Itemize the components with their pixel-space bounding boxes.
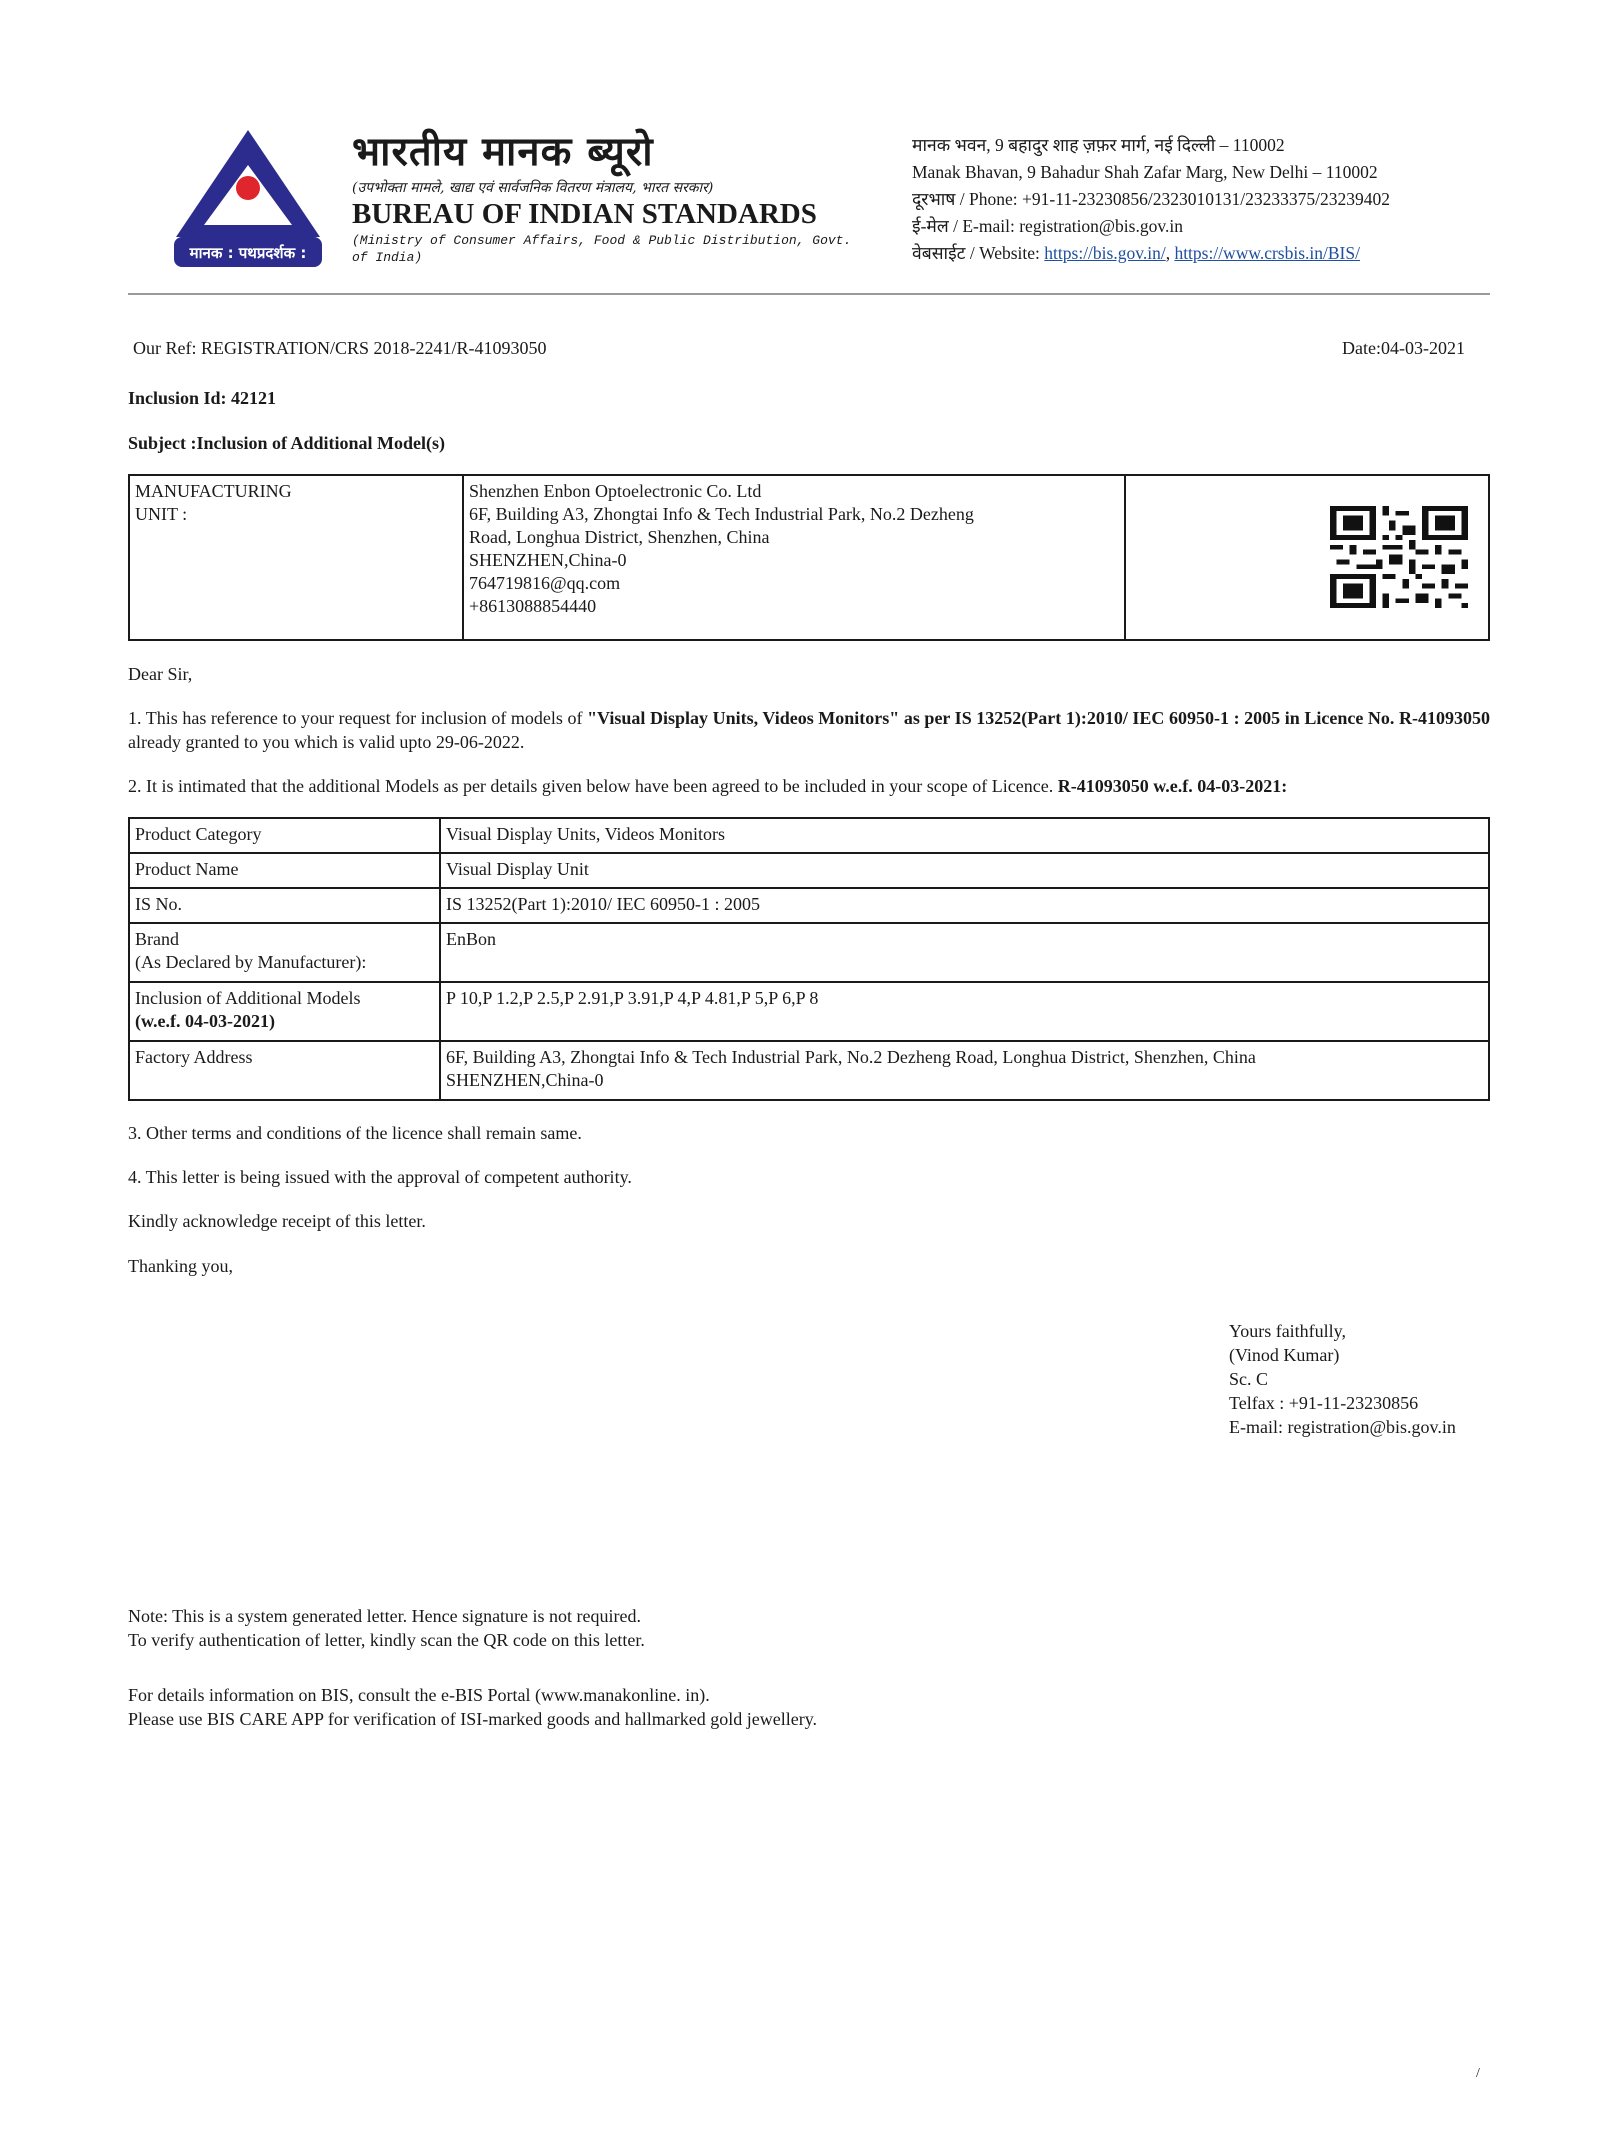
ministry-hindi: (उपभोक्ता मामले, खाद्य एवं सार्वजनिक वितरण मंत्रालय, भारत सरकार) bbox=[352, 180, 714, 196]
signatory-designation: Sc. C bbox=[1229, 1369, 1269, 1389]
manufacturing-unit-label bbox=[129, 475, 463, 640]
ministry-name: (Ministry of Consumer Affairs, Food & Public Distribution, Govt. of India) bbox=[352, 233, 852, 265]
signatory-telfax: Telfax : +91-11-23230856 bbox=[1229, 1393, 1419, 1413]
row-value: P 10,P 1.2,P 2.5,P 2.91,P 3.91,P 4,P 4.81,P 5,P 6,P 8 bbox=[440, 982, 1489, 1041]
row-label: Product Name bbox=[129, 853, 440, 888]
inclusion-id: Inclusion Id: 42121 bbox=[128, 388, 277, 408]
email-label: ई-मेल / E-mail: bbox=[912, 216, 1020, 236]
paragraph-2 bbox=[128, 774, 1508, 798]
label-line: MANUFACTURING bbox=[135, 481, 292, 501]
page-mark: / bbox=[1476, 2066, 1480, 2081]
paragraph-1-text-end: already granted to you which is valid upto 29-06-2022. bbox=[128, 732, 525, 752]
manufacturing-unit-table bbox=[128, 474, 1490, 641]
subject-line: Subject :Inclusion of Additional Model(s) bbox=[128, 433, 446, 453]
signatory-name: (Vinod Kumar) bbox=[1229, 1345, 1340, 1365]
note-line: Note: This is a system generated letter. Hence signature is not required. bbox=[128, 1606, 642, 1626]
closing: Yours faithfully, bbox=[1229, 1321, 1347, 1341]
website-link-bis[interactable]: https://bis.gov.in/ bbox=[1044, 243, 1166, 263]
address-line: 6F, Building A3, Zhongtai Info & Tech Industrial Park, No.2 Dezheng bbox=[469, 504, 974, 524]
table-row bbox=[129, 818, 1489, 853]
signature-block bbox=[1229, 1319, 1456, 1439]
note-line: To verify authentication of letter, kindly scan the QR code on this letter. bbox=[128, 1630, 645, 1650]
product-details-table bbox=[128, 817, 1490, 1101]
phone-number: +91-11-23230856/2323010131/23233375/23239402 bbox=[1022, 189, 1390, 209]
label-line: UNIT : bbox=[135, 504, 188, 524]
paragraph-1-text: 1. This has reference to your request for inclusion of models of bbox=[128, 708, 588, 728]
info-block bbox=[128, 1683, 817, 1731]
website-line bbox=[912, 240, 1390, 267]
logo-text: मानक : पथप्रदर्शक : bbox=[189, 244, 307, 262]
acknowledge-line: Kindly acknowledge receipt of this letter. bbox=[128, 1211, 426, 1231]
org-name: BUREAU OF INDIAN STANDARDS bbox=[352, 198, 817, 230]
table-row bbox=[129, 853, 1489, 888]
info-line: Please use BIS CARE APP for verification of ISI-marked goods and hallmarked gold jewellery. bbox=[128, 1709, 818, 1729]
row-value: EnBon bbox=[440, 923, 1489, 982]
table-row bbox=[129, 982, 1489, 1041]
paragraph-1 bbox=[128, 706, 1490, 754]
value-line: 6F, Building A3, Zhongtai Info & Tech Industrial Park, No.2 Dezheng Road, Longhua District, Shenzhen, China bbox=[446, 1047, 1256, 1067]
bis-logo bbox=[170, 125, 326, 270]
label-line: (w.e.f. 04-03-2021) bbox=[135, 1011, 275, 1031]
paragraph-2-text: 2. It is intimated that the additional Models as per details given below have been agreed to be included in your scope of Licence. bbox=[128, 776, 1058, 796]
paragraph-2-bold: R-41093050 w.e.f. 04-03-2021: bbox=[1057, 776, 1288, 796]
org-name-hindi: भारतीय मानक ब्यूरो bbox=[352, 128, 654, 175]
row-value: IS 13252(Part 1):2010/ IEC 60950-1 : 2005 bbox=[440, 888, 1489, 923]
company-email: 764719816@qq.com bbox=[469, 573, 621, 593]
row-label bbox=[129, 982, 440, 1041]
reference-number: Our Ref: REGISTRATION/CRS 2018-2241/R-41093050 bbox=[133, 338, 547, 358]
value-line: SHENZHEN,China-0 bbox=[446, 1070, 604, 1090]
header-divider bbox=[128, 293, 1490, 295]
company-phone: +8613088854440 bbox=[469, 596, 597, 616]
manufacturing-unit-details bbox=[463, 475, 1125, 640]
email-address: registration@bis.gov.in bbox=[1019, 216, 1183, 236]
contact-block bbox=[912, 132, 1390, 267]
row-label: Factory Address bbox=[129, 1041, 440, 1100]
phone-label: दूरभाष / Phone: bbox=[912, 189, 1022, 209]
label-line: (As Declared by Manufacturer): bbox=[135, 952, 367, 972]
table-row bbox=[129, 1041, 1489, 1100]
row-label bbox=[129, 923, 440, 982]
address-line: Road, Longhua District, Shenzhen, China bbox=[469, 527, 770, 547]
label-line: Inclusion of Additional Models bbox=[135, 988, 361, 1008]
website-link-crs[interactable]: https://www.crsbis.in/BIS/ bbox=[1174, 243, 1360, 263]
city-line: SHENZHEN,China-0 bbox=[469, 550, 627, 570]
row-value bbox=[440, 1041, 1489, 1100]
letter-date: Date:04-03-2021 bbox=[1342, 338, 1465, 358]
thanking-line: Thanking you, bbox=[128, 1256, 233, 1276]
phone-line bbox=[912, 186, 1390, 213]
address-hindi: मानक भवन, 9 बहादुर शाह ज़फ़र मार्ग, नई दिल्ली – 110002 bbox=[912, 135, 1285, 155]
paragraph-3: 3. Other terms and conditions of the licence shall remain same. bbox=[128, 1123, 582, 1143]
table-row bbox=[129, 888, 1489, 923]
website-separator: , bbox=[1165, 243, 1175, 263]
signatory-email: E-mail: registration@bis.gov.in bbox=[1229, 1417, 1456, 1437]
row-value: Visual Display Unit bbox=[440, 853, 1489, 888]
address-english: Manak Bhavan, 9 Bahadur Shah Zafar Marg, New Delhi – 110002 bbox=[912, 162, 1378, 182]
row-label: IS No. bbox=[129, 888, 440, 923]
paragraph-1-bold: "Visual Display Units, Videos Monitors" as per IS 13252(Part 1):2010/ IEC 60950-1 : 2005 in Licence No. R-41093050 bbox=[587, 708, 1490, 728]
info-line: For details information on BIS, consult the e-BIS Portal (www.manakonline. in). bbox=[128, 1685, 710, 1705]
email-line bbox=[912, 213, 1390, 240]
note-block bbox=[128, 1604, 645, 1652]
website-label: वेबसाईट / Website: bbox=[912, 243, 1045, 263]
label-line: Brand bbox=[135, 929, 179, 949]
paragraph-4: 4. This letter is being issued with the approval of competent authority. bbox=[128, 1167, 632, 1187]
company-name: Shenzhen Enbon Optoelectronic Co. Ltd bbox=[469, 481, 762, 501]
row-label: Product Category bbox=[129, 818, 440, 853]
qr-code-icon[interactable] bbox=[1330, 506, 1468, 608]
salutation: Dear Sir, bbox=[128, 664, 193, 684]
row-value: Visual Display Units, Videos Monitors bbox=[440, 818, 1489, 853]
qr-cell bbox=[1125, 475, 1489, 640]
table-row bbox=[129, 923, 1489, 982]
